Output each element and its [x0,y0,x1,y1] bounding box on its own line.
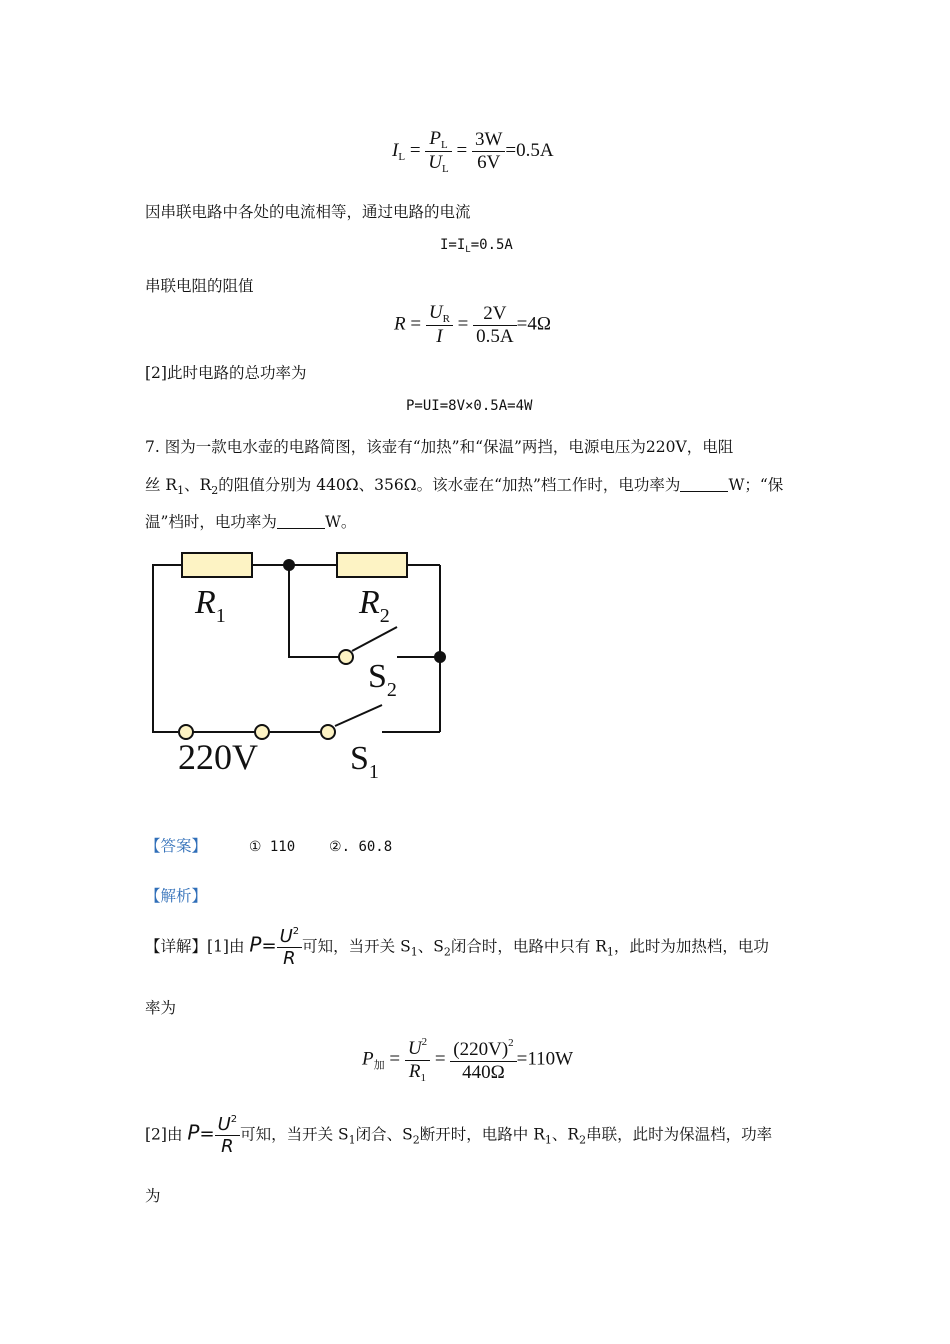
equation-heating-power: $P_加$ = $\frac{U^2}{R_1}$ = $\frac{(220V)^2}{440\Omega}$ =110W [362,1036,574,1084]
eq-il-sub: L [398,150,406,163]
s1-contact [321,725,335,739]
answer-line [145,834,392,856]
eq-fraction-3w-6v: $\frac{3W}{6V}$ [472,129,505,174]
detail-line-1: 【详解】[1]由 P= $\frac{U^2}{R}$ 可知，当开关 $S_1$、$S_2$闭合时，电路中只有 $R_1$，此时为加热档，电功 [145,926,769,969]
answer-item-2: ②. 60.8 [329,839,393,855]
junction-right [434,651,446,663]
label-r2: $R_2$ [359,584,390,627]
formula-u2-over-r-2: $\frac{U^2}{R}$ [215,1114,241,1157]
analysis-tag: 【解析】 [145,887,208,905]
eq-fraction-pl-ul: $\frac{P_L}{U_L}$ [425,128,451,175]
power-equation: P=UI=8V×0.5A=4W [406,398,533,414]
eq-fraction-2v-05a: $\frac{2V}{0.5A}$ [473,303,516,348]
resistor-r2 [337,553,407,577]
detail-line-1b: 率为 [145,999,177,1017]
label-r1: $R_1$ [195,584,226,627]
answer-tag: 【答案】 [145,837,208,855]
detail-tag: 【详解】 [145,937,208,956]
answer-blank-2[interactable] [277,514,325,529]
equation-resistance: R = $\frac{U_R}{I}$ = $\frac{2V}{0.5A}$ =4Ω [394,302,551,347]
question-line-3: 温”档时，电功率为 W。 [145,513,357,531]
eq-fraction-ur-i: $\frac{U_R}{I}$ [426,302,453,348]
label-220v: 220V [178,737,258,777]
detail-line-2: [2]由 P= $\frac{U^2}{R}$ 可知，当开关 $S_1$闭合、$S_2$断开时，电路中 $R_1$、$R_2$串联，此时为保温档，功率 [145,1114,773,1157]
s2-blade [352,627,397,651]
detail-line-2b: 为 [145,1187,161,1205]
eq-fraction-u2-r1: $\frac{U^2}{R_1}$ [405,1036,430,1084]
equation-current-lamp: $I_L$ = $\frac{P_L}{U_L}$ = $\frac{3W}{6V}$ =0.5A [392,128,554,175]
series-current-text: 因串联电路中各处的电流相等，通过电路的电流 [145,203,471,221]
question-line-2: 丝 $R_1$、$R_2$的阻值分别为 440Ω、356Ω。该水壶在“加热”档工作时，电功率为 W；“保 [145,476,784,497]
formula-u2-over-r: $\frac{U^2}{R}$ [277,926,303,969]
power-intro-text: [2]此时电路的总功率为 [145,364,307,382]
wire-s2-branch [289,565,339,657]
current-equation: $I=I_L=0.5A$ [440,237,513,255]
answer-item-1: ① 110 [248,839,296,855]
series-resistor-text: 串联电阻的阻值 [145,277,254,295]
answer-blank-1[interactable] [680,477,728,492]
junction-top [283,559,295,571]
resistor-r1 [182,553,252,577]
circuit-diagram [140,545,460,785]
eq-il-symbol: I [392,139,399,161]
s2-contact [339,650,353,664]
eq-il-result: =0.5A [505,139,554,161]
label-s2: $S_2$ [368,658,397,701]
question-line-1: 7. 图为一款电水壶的电路简图，该壶有“加热”和“保温”两挡，电源电压为220V，电阻 [145,438,734,456]
wire-top-left [153,565,182,732]
eq-fraction-220v-440: $\frac{(220V)^2}{440\Omega}$ [450,1037,516,1084]
label-s1: $S_1$ [350,740,379,783]
s1-blade [335,705,382,726]
